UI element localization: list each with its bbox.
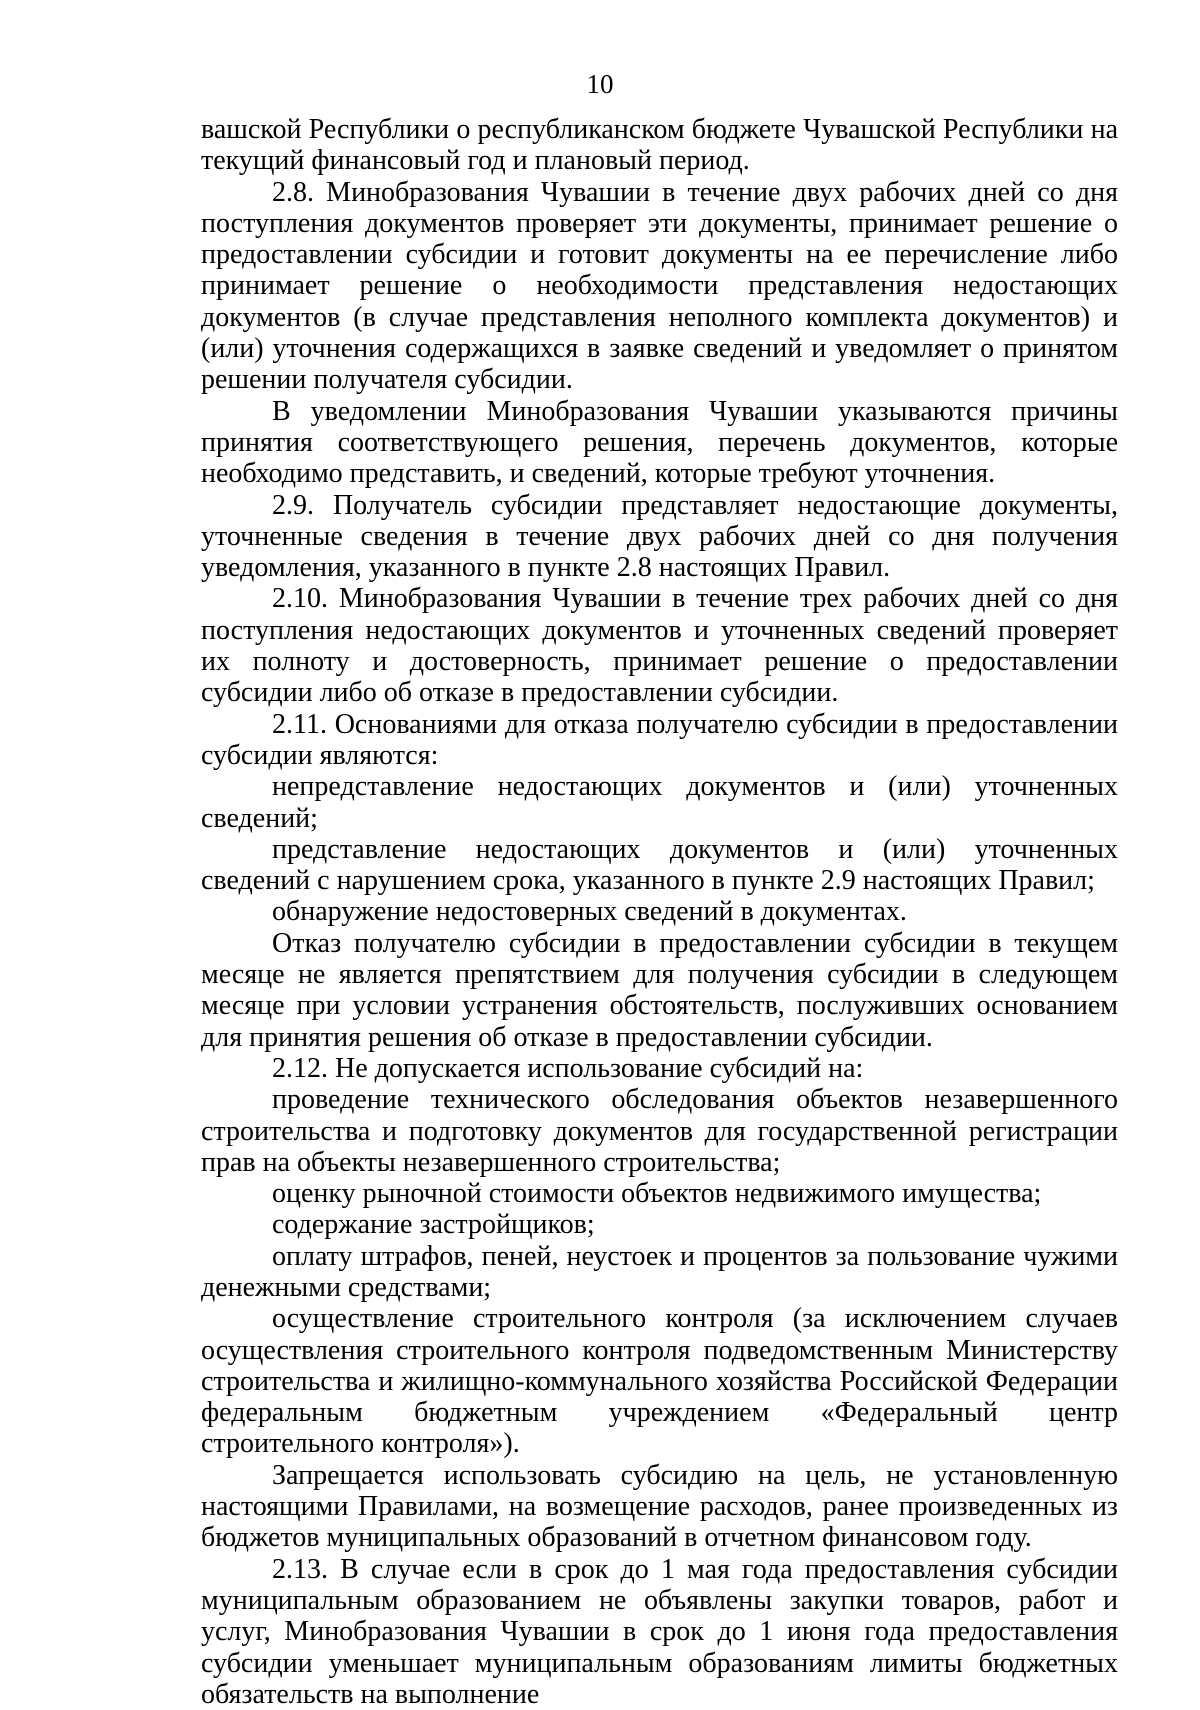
- paragraph-2-8: 2.8. Минобразования Чувашии в течение двух рабочих дней со дня поступления документов проверяет эти документы, принимает решение о предоставлении субсидии и готовит документы на ее перечисление либо принимает решение о необходимости представления недостающих документов (в случае представления неполного комплекта документов) и (или) уточнения содержащихся в заявке сведений и уведомляет о принятом решении получателя субсидии.: [201, 176, 1118, 396]
- list-item: оплату штрафов, пеней, неустоек и процентов за пользование чужими денежными средствами;: [201, 1240, 1118, 1303]
- document-body: [201, 114, 1118, 1710]
- list-item: представление недостающих документов и (или) уточненных сведений с нарушением срока, указанного в пункте 2.9 настоящих Правил;: [201, 833, 1118, 897]
- page-number: 10: [586, 69, 614, 99]
- list-item: проведение технического обследования объектов незавершенного строительства и подготовку документов для государственной регистрации прав на объекты незавершенного строительства;: [201, 1084, 1118, 1178]
- paragraph-2-10: 2.10. Минобразования Чувашии в течение трех рабочих дней со дня поступления недостающих документов и уточненных сведений проверяет их полноту и достоверность, принимает решение о предоставлении субсидии либо об отказе в предоставлении субсидии.: [201, 583, 1118, 709]
- list-item: осуществление строительного контроля (за исключением случаев осуществления строительного контроля подведомственным Министерству строительства и жилищно-коммунального хозяйства Российской Федерации федеральным бюджетным учреждением «Федеральный центр строительного контроля»).: [201, 1303, 1118, 1460]
- paragraph-continuation: вашской Республики о республиканском бюджете Чувашской Республики на текущий финансовый год и плановый период.: [201, 114, 1118, 177]
- paragraph-refusal: Отказ получателю субсидии в предоставлении субсидии в текущем месяце не является препятствием для получения субсидии в следующем месяце при условии устранения обстоятельств, послуживших основанием для принятия решения об отказе в предоставлении субсидии.: [201, 927, 1118, 1053]
- paragraph-2-12: 2.12. Не допускается использование субсидий на:: [272, 1052, 864, 1084]
- list-item: непредставление недостающих документов и (или) уточненных сведений;: [201, 771, 1118, 834]
- paragraph-notification: В уведомлении Минобразования Чувашии указываются причины принятия соответствующего решения, перечень документов, которые необходимо представить, и сведений, которые требуют уточнения.: [201, 395, 1118, 490]
- list-item: обнаружение недостоверных сведений в документах.: [272, 896, 907, 928]
- paragraph-2-11: 2.11. Основаниями для отказа получателю субсидии в предоставлении субсидии являются:: [201, 708, 1118, 771]
- paragraph-2-13: 2.13. В случае если в срок до 1 мая года предоставления субсидии муниципальным образованием не объявлены закупки товаров, работ и услуг, Минобразования Чувашии в срок до 1 июня года предоставления субсидии уменьшает муниципальным образованиям лимиты бюджетных обязательств на выполнение: [201, 1553, 1118, 1710]
- list-item: содержание застройщиков;: [272, 1209, 595, 1241]
- paragraph-2-9: 2.9. Получатель субсидии представляет недостающие документы, уточненные сведения в течение двух рабочих дней со дня получения уведомления, указанного в пункте 2.8 настоящих Правил.: [201, 489, 1118, 584]
- paragraph-prohibition: Запрещается использовать субсидию на цель, не установленную настоящими Правилами, на возмещение расходов, ранее произведенных из бюджетов муниципальных образований в отчетном финансовом году.: [201, 1459, 1118, 1554]
- list-item: оценку рыночной стоимости объектов недвижимого имущества;: [272, 1178, 1042, 1210]
